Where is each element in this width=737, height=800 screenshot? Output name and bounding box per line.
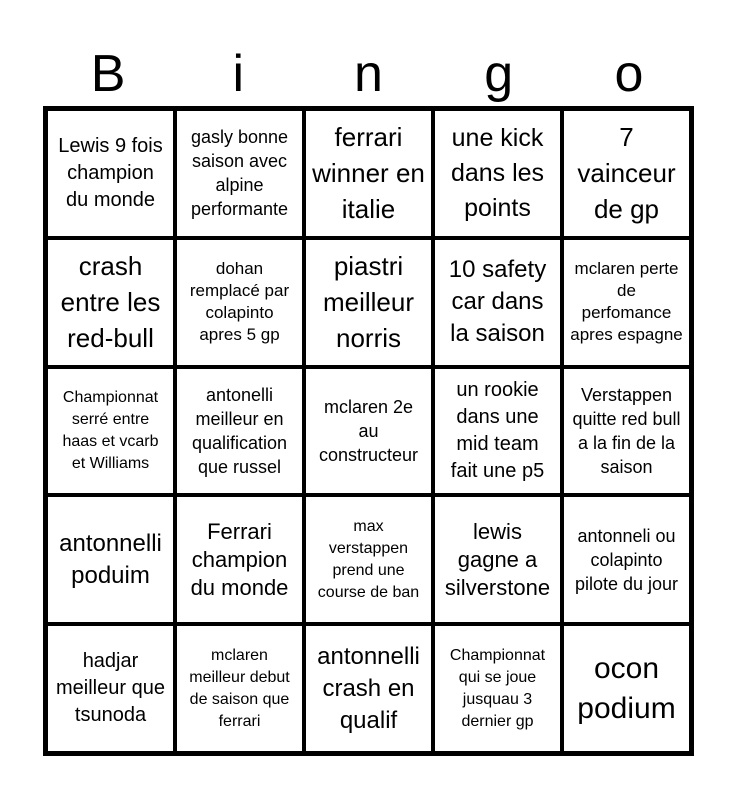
- cell-text: Championnat serré entre haas et vcarb et Williams: [62, 388, 159, 472]
- cell-text: piastri meilleur norris: [322, 251, 415, 354]
- bingo-cell-r4c3[interactable]: [304, 495, 433, 624]
- cell-text: lewis gagne a silverstone: [444, 518, 551, 600]
- title-letter-n: n: [354, 45, 383, 103]
- cell-text: crash entre les red-bull: [60, 251, 161, 354]
- cell-text: dohan remplacé par colapinto apres 5 gp: [189, 259, 290, 345]
- cell-text: gasly bonne saison avec alpine performante: [190, 127, 289, 220]
- bingo-cell-r4c5[interactable]: [562, 495, 691, 624]
- cell-text: mclaren 2e au constructeur: [318, 396, 419, 465]
- bingo-title: [43, 42, 694, 106]
- bingo-cell-r3c1[interactable]: [46, 367, 175, 496]
- cell-text: max verstappen prend une course de ban: [317, 517, 420, 601]
- bingo-cell-r2c2[interactable]: [175, 238, 304, 367]
- bingo-cell-r1c2[interactable]: [175, 109, 304, 238]
- bingo-cell-r3c5[interactable]: [562, 367, 691, 496]
- bingo-cell-r1c5[interactable]: [562, 109, 691, 238]
- bingo-cell-r5c2[interactable]: [175, 624, 304, 753]
- cell-text: 7 vainceur de gp: [577, 122, 676, 225]
- bingo-cell-r1c4[interactable]: [433, 109, 562, 238]
- bingo-cell-r2c3[interactable]: [304, 238, 433, 367]
- bingo-cell-r4c1[interactable]: [46, 495, 175, 624]
- cell-text: Championnat qui se joue jusquau 3 dernier gp: [449, 646, 546, 730]
- cell-text: mclaren meilleur debut de saison que ferrari: [189, 646, 290, 730]
- cell-text: 10 safety car dans la saison: [448, 256, 547, 348]
- cell-text: Ferrari champion du monde: [190, 518, 289, 600]
- cell-text: hadjar meilleur que tsunoda: [56, 650, 165, 727]
- title-letter-g: g: [484, 45, 514, 103]
- cell-text: antonneli ou colapinto pilote du jour: [574, 525, 679, 594]
- bingo-cell-r4c2[interactable]: [175, 495, 304, 624]
- bingo-cell-r5c3[interactable]: [304, 624, 433, 753]
- cell-text: ocon podium: [577, 651, 676, 725]
- cell-text: un rookie dans une mid team fait une p5: [450, 378, 545, 482]
- cell-text: Verstappen quitte red bull a la fin de la saison: [572, 384, 681, 477]
- bingo-cell-r5c4[interactable]: [433, 624, 562, 753]
- cell-text: ferrari winner en italie: [312, 122, 425, 225]
- cell-text: mclaren perte de perfomance apres espagne: [570, 259, 683, 345]
- cell-text: antonelli meilleur en qualification que russel: [191, 384, 288, 477]
- cell-text: Lewis 9 fois champion du monde: [58, 134, 163, 211]
- title-letter-b: B: [90, 45, 126, 103]
- cell-text: une kick dans les points: [450, 123, 545, 222]
- bingo-cell-r3c3[interactable]: [304, 367, 433, 496]
- bingo-cell-r3c4[interactable]: [433, 367, 562, 496]
- bingo-board: [43, 106, 694, 756]
- title-letter-o: o: [614, 45, 644, 103]
- bingo-cell-r1c3[interactable]: [304, 109, 433, 238]
- bingo-cell-r2c4[interactable]: [433, 238, 562, 367]
- bingo-cell-r2c5[interactable]: [562, 238, 691, 367]
- cell-text: antonnelli poduim: [59, 529, 162, 589]
- cell-text: antonnelli crash en qualif: [317, 642, 420, 734]
- bingo-cell-r1c1[interactable]: [46, 109, 175, 238]
- bingo-cell-r2c1[interactable]: [46, 238, 175, 367]
- bingo-cell-r5c5[interactable]: [562, 624, 691, 753]
- title-letter-i: i: [232, 45, 245, 103]
- bingo-cell-r5c1[interactable]: [46, 624, 175, 753]
- bingo-cell-r4c4[interactable]: [433, 495, 562, 624]
- bingo-cell-r3c2[interactable]: [175, 367, 304, 496]
